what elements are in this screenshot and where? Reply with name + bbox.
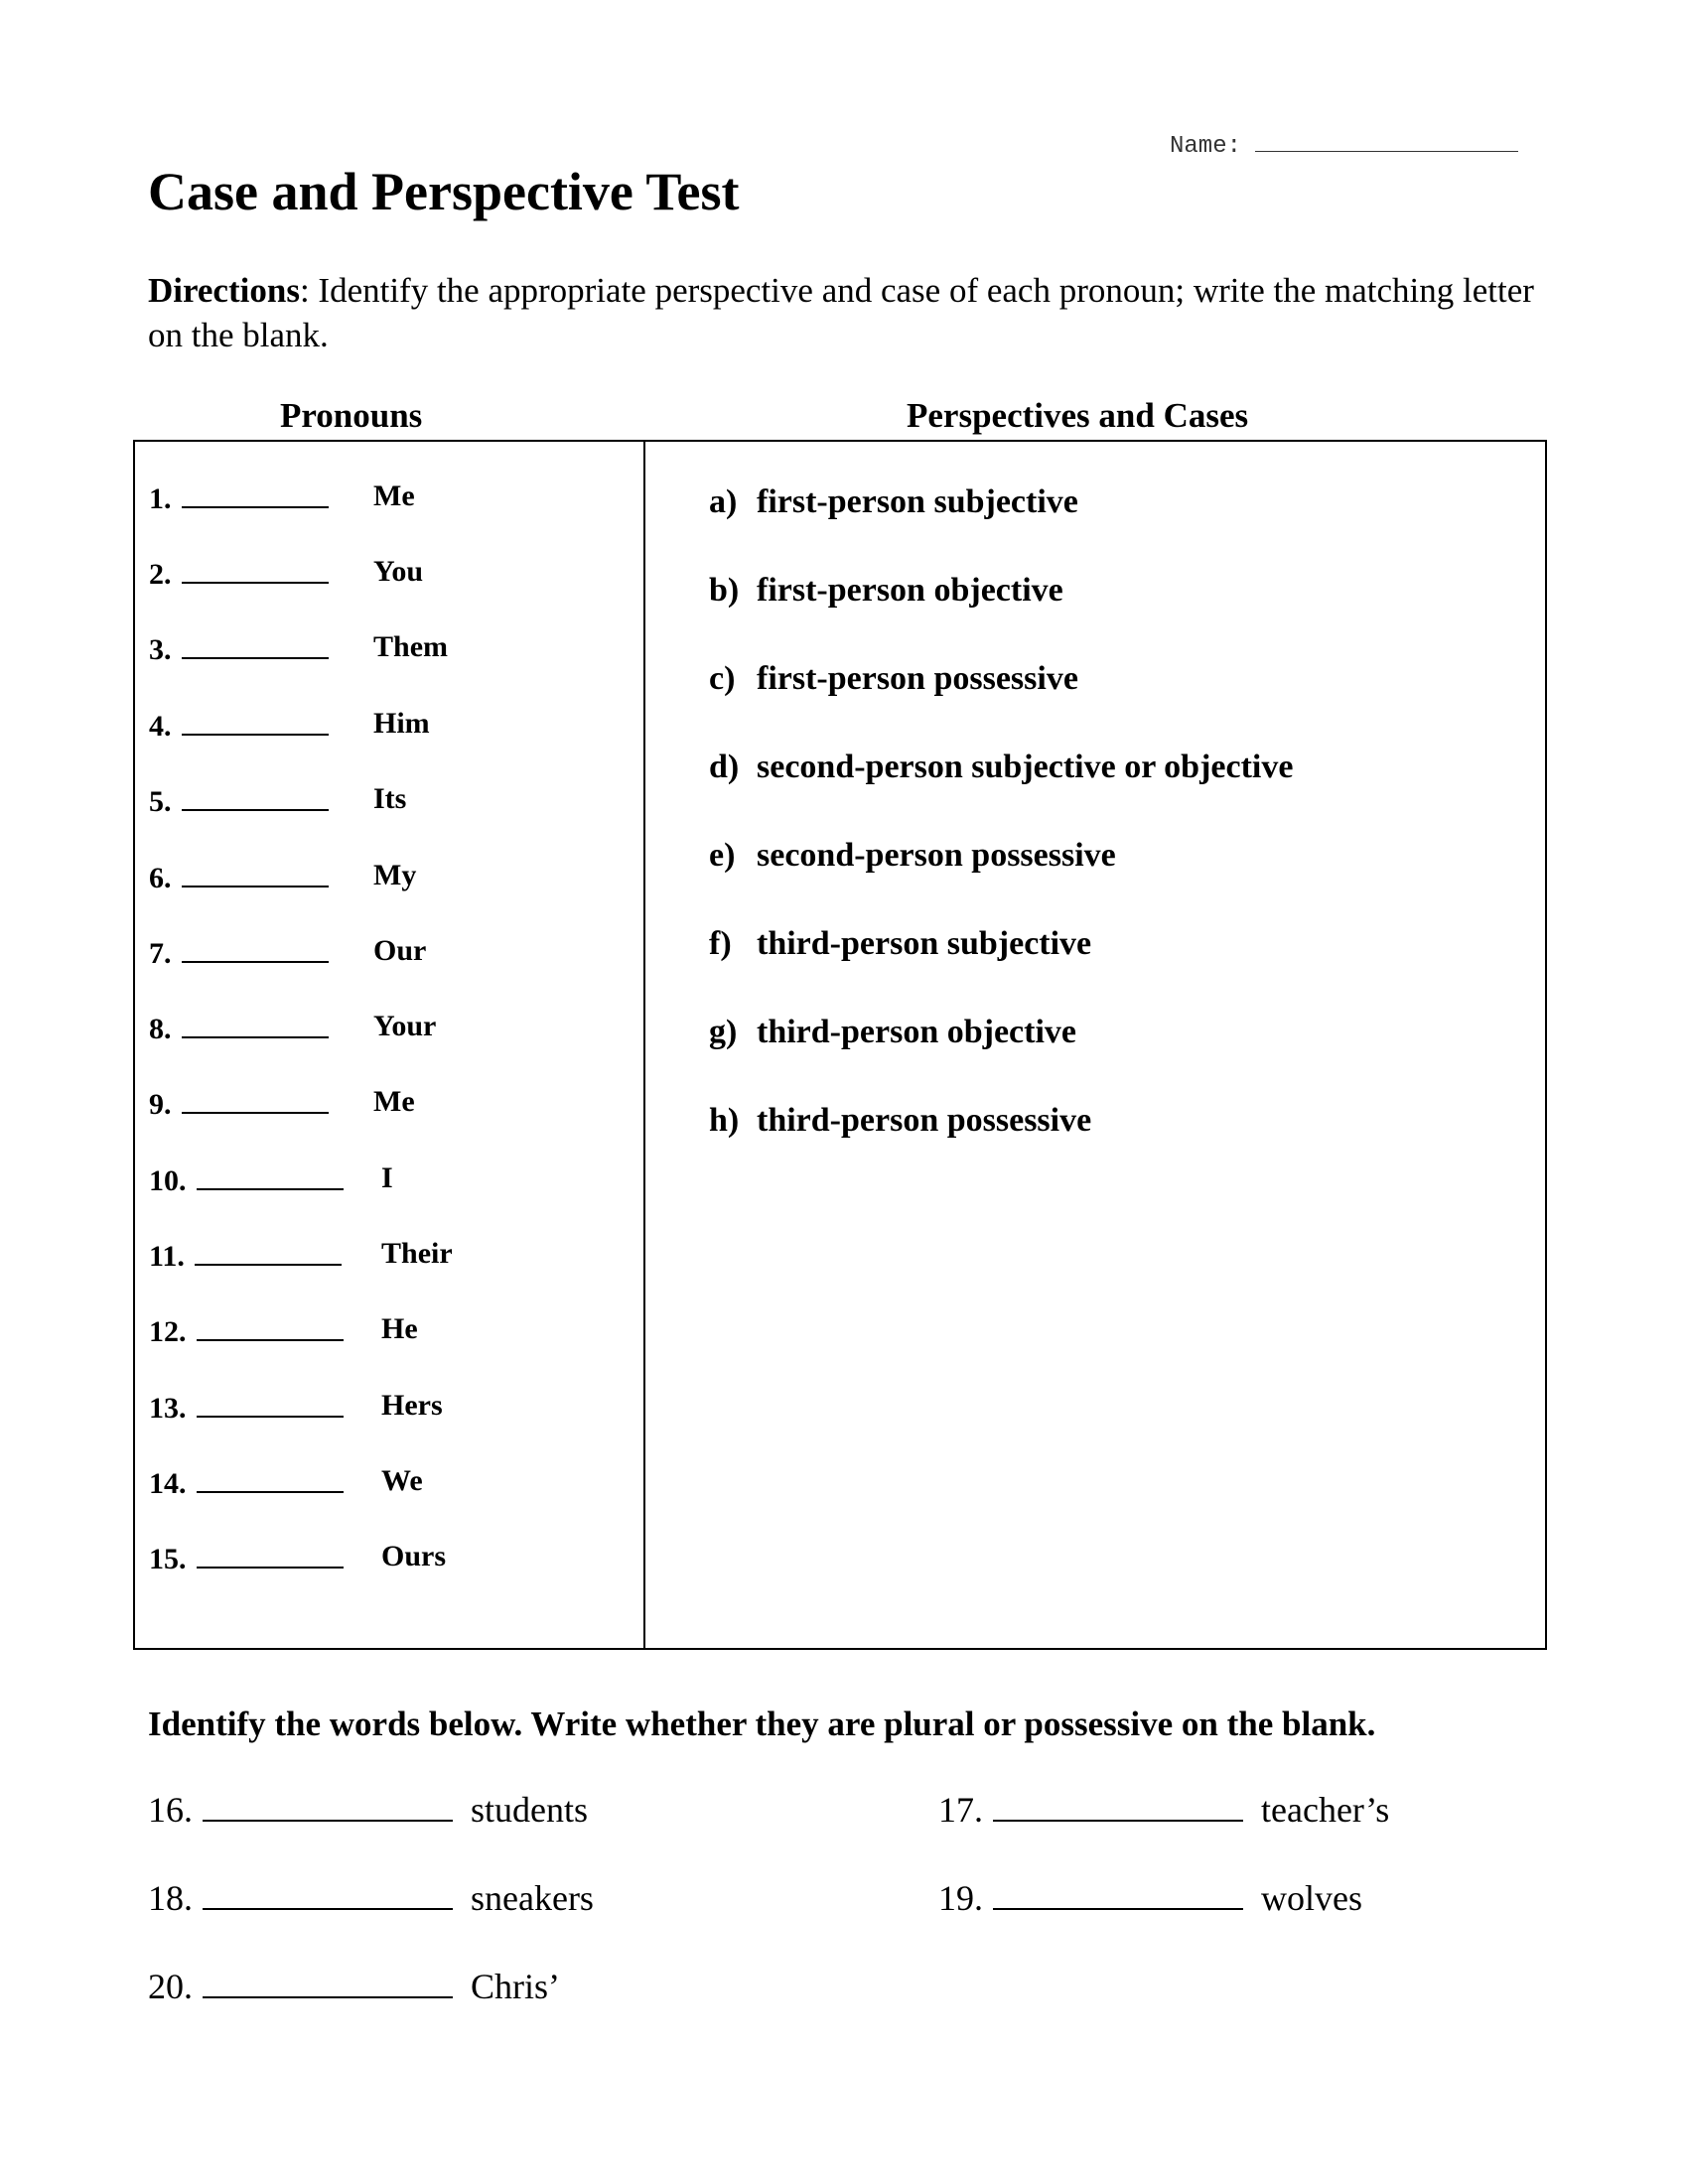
pronoun-answer-blank[interactable] [182,779,329,811]
name-label: Name: [1170,133,1242,160]
pronoun-number: 1. [149,482,172,515]
item-number: 19. [938,1878,983,1918]
pronoun-row [149,1461,423,1501]
pronoun-word: Its [373,782,407,815]
name-blank[interactable] [1255,129,1518,152]
option-letter: a) [709,483,738,520]
pronoun-word: Ours [381,1540,447,1572]
option-f [709,922,1091,966]
perspectives-header: Perspectives and Cases [907,396,1249,435]
pronoun-number: 11. [149,1240,185,1273]
item-answer-blank[interactable] [203,1786,453,1822]
column-divider [643,442,645,1648]
item-number: 16. [148,1790,193,1830]
directions-label: Directions [148,271,300,310]
option-text: third-person subjective [757,925,1092,962]
pronoun-row [149,931,427,971]
pronoun-answer-blank[interactable] [182,1007,329,1038]
identify-item-18 [148,1874,594,1920]
pronoun-number: 4. [149,710,172,743]
pronoun-word: Me [373,479,415,512]
pronoun-row [149,1159,393,1198]
pronoun-row [149,1537,447,1576]
pronoun-answer-blank[interactable] [197,1386,344,1418]
option-text: first-person objective [757,572,1063,609]
pronoun-answer-blank[interactable] [197,1159,344,1190]
pronoun-number: 10. [149,1164,187,1197]
pronoun-number: 15. [149,1543,187,1575]
pronoun-word: My [373,859,417,891]
pronoun-row [149,856,417,895]
item-answer-blank[interactable] [203,1874,453,1910]
item-answer-blank[interactable] [203,1963,453,1998]
option-c [709,657,1078,701]
pronoun-number: 9. [149,1088,172,1121]
pronoun-answer-blank[interactable] [182,627,329,659]
page-title: Case and Perspective Test [148,162,740,221]
matching-table [133,440,1547,1650]
option-letter: e) [709,837,736,874]
option-text: third-person objective [757,1014,1077,1050]
option-letter: f) [709,925,732,962]
item-number: 20. [148,1967,193,2006]
pronoun-row [149,704,430,744]
item-number: 17. [938,1790,983,1830]
pronoun-answer-blank[interactable] [182,704,329,736]
item-number: 18. [148,1878,193,1918]
option-h [709,1099,1091,1143]
item-word: wolves [1261,1878,1362,1918]
pronoun-row [149,1309,418,1349]
identify-item-16 [148,1786,588,1832]
pronoun-row [149,552,424,592]
pronoun-answer-blank[interactable] [197,1309,344,1341]
pronoun-word: Them [373,630,448,663]
pronoun-word: Me [373,1085,415,1118]
pronoun-row [149,1234,453,1274]
pronoun-number: 3. [149,633,172,666]
item-answer-blank[interactable] [993,1874,1243,1910]
pronoun-word: You [373,555,424,588]
pronoun-row [149,627,448,667]
identify-item-17 [938,1786,1389,1832]
pronoun-row [149,1386,443,1426]
pronoun-number: 13. [149,1392,187,1425]
pronoun-word: Hers [381,1389,443,1422]
pronoun-number: 14. [149,1467,187,1500]
name-field [1170,129,1518,160]
identify-item-20 [148,1963,560,2008]
pronoun-answer-blank[interactable] [182,1082,329,1114]
pronoun-word: Him [373,707,430,740]
pronoun-number: 8. [149,1013,172,1045]
option-letter: g) [709,1014,738,1050]
option-text: second-person subjective or objective [757,749,1294,785]
pronoun-answer-blank[interactable] [182,931,329,963]
directions [148,268,1538,357]
option-text: first-person possessive [757,660,1078,697]
item-word: students [471,1790,589,1830]
option-letter: h) [709,1102,740,1139]
option-a [709,480,1078,524]
option-g [709,1011,1076,1054]
pronoun-row [149,1007,437,1046]
pronoun-answer-blank[interactable] [182,856,329,887]
pronoun-word: He [381,1312,418,1345]
option-e [709,834,1116,878]
pronoun-answer-blank[interactable] [182,552,329,584]
section2-instruction: Identify the words below. Write whether they are plural or possessive on the blank. [148,1705,1376,1743]
pronoun-number: 7. [149,937,172,970]
pronoun-number: 5. [149,785,172,818]
identify-item-19 [938,1874,1362,1920]
directions-text: : Identify the appropriate perspective and case of each pronoun; write the matching letter on the blank. [148,271,1534,354]
item-word: Chris’ [471,1967,560,2006]
pronoun-answer-blank[interactable] [197,1461,344,1493]
pronoun-row [149,477,415,516]
pronoun-word: Our [373,934,427,967]
option-letter: b) [709,572,740,609]
option-letter: d) [709,749,740,785]
pronoun-answer-blank[interactable] [182,477,329,508]
pronoun-number: 12. [149,1315,187,1348]
pronoun-word: Your [373,1010,437,1042]
option-text: first-person subjective [757,483,1078,520]
option-text: second-person possessive [757,837,1116,874]
item-word: teacher’s [1261,1790,1390,1830]
option-d [709,746,1293,789]
pronoun-word: I [381,1161,393,1194]
pronoun-answer-blank[interactable] [197,1537,344,1569]
pronoun-word: We [381,1464,423,1497]
pronoun-word: Their [381,1237,453,1270]
pronoun-row [149,779,407,819]
pronoun-answer-blank[interactable] [195,1234,342,1266]
pronoun-row [149,1082,415,1122]
pronoun-number: 2. [149,558,172,591]
pronoun-number: 6. [149,862,172,894]
pronouns-header: Pronouns [280,396,423,435]
item-word: sneakers [471,1878,594,1918]
option-text: third-person possessive [757,1102,1092,1139]
option-letter: c) [709,660,736,697]
option-b [709,569,1063,613]
item-answer-blank[interactable] [993,1786,1243,1822]
